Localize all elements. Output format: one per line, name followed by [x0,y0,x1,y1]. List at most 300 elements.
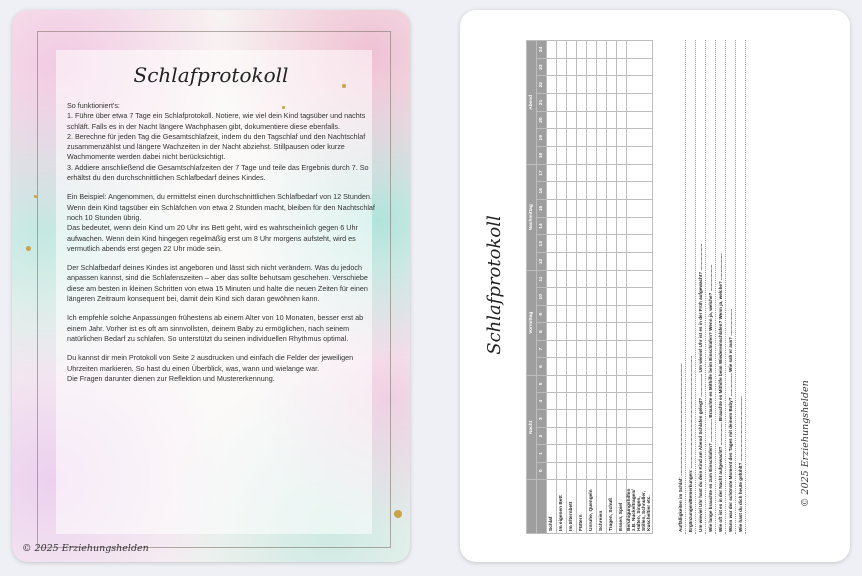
hour-cell[interactable] [557,235,567,253]
hour-header: 23 [537,58,547,76]
hour-cell[interactable] [607,410,617,427]
hour-cell[interactable] [627,41,653,59]
hour-cell[interactable] [587,235,597,253]
paragraph-how-it-works: So funktioniert's: 1. Führe über etwa 7 Tage ein Schlafprotokoll. Notiere, wie viel dein Kind tagsüber und nachts schläft. Falls es in der Nacht längere Wachphasen gibt, dokumentiere diese ebenfalls. 2. Berechne für jeden Tag die Gesamtschlafzeit, indem du den Tagschlaf und den Nachtschlaf zusammenzählst und längere Wachzeiten in der Nacht abziehst. Stillpausen oder kurze Wachmomente werden dabei nicht berücksichtigt. 3. Addiere anschließend die Gesamtschlafzeiten der 7 Tage und teile das Ergebnis durch 7. So erhältst du den durchschnittlichen Schlafbedarf deines Kindes. [67,101,369,183]
hour-cell[interactable] [587,41,597,59]
hour-cell[interactable] [547,306,557,323]
hour-cell[interactable] [617,147,627,165]
hour-cell[interactable] [587,76,597,94]
hour-header: 17 [537,164,547,182]
hour-header-corner [537,480,547,534]
log-row [567,41,577,534]
hour-cell[interactable] [577,375,587,392]
hour-cell[interactable] [587,375,597,392]
hour-cell[interactable] [617,76,627,94]
page-title: Schlafprotokoll [133,63,289,87]
hour-cell[interactable] [627,147,653,165]
hour-cell[interactable] [547,445,557,462]
hour-cell[interactable] [627,393,653,410]
hour-cell[interactable] [557,76,567,94]
hour-cell[interactable] [617,129,627,147]
hour-cell[interactable] [627,164,653,182]
hour-cell[interactable] [597,410,607,427]
hour-cell[interactable] [587,393,597,410]
log-row [587,41,597,534]
hour-cell[interactable] [547,410,557,427]
hour-cell[interactable] [567,358,577,375]
hour-cell[interactable] [627,358,653,375]
hour-cell[interactable] [597,217,607,235]
hour-cell[interactable] [627,200,653,218]
hour-cell[interactable] [607,270,617,288]
hour-cell[interactable] [587,58,597,76]
protocol-title-rotated: Schlafprotokoll [484,215,505,355]
hour-cell[interactable] [557,323,567,340]
hour-cell[interactable] [607,94,617,112]
hour-cell[interactable] [597,358,607,375]
hour-cell[interactable] [607,182,617,200]
time-group-label: Nacht [527,375,537,479]
hour-cell[interactable] [617,200,627,218]
hour-cell[interactable] [597,164,607,182]
paragraph-sleep-need: Der Schlafbedarf deines Kindes ist angeboren und lässt sich nicht verändern. Was du jedoch anpassen kannst, sind die Schlafenszeiten – aber das sollte behutsam geschehen. Verschiebe diese am besten in kleinen Schritten von etwa 15 Minuten und halte die neuen Zeiten für einen längeren Zeitraum konsequent bei, damit dein Kind sich daran gewöhnen kann. [67,263,368,304]
hour-cell[interactable] [617,393,627,410]
hour-cell[interactable] [557,462,567,479]
hour-cell[interactable] [607,164,617,182]
row-label: Essen, Spiel [617,480,627,534]
hour-cell[interactable] [607,217,617,235]
row-label: Füttern [577,480,587,534]
hour-cell[interactable] [597,41,607,59]
hour-cell[interactable] [557,147,567,165]
hour-cell[interactable] [607,393,617,410]
hour-cell[interactable] [557,306,567,323]
hour-cell[interactable] [617,410,627,427]
hour-cell[interactable] [557,164,567,182]
hour-cell[interactable] [587,270,597,288]
hour-cell[interactable] [607,58,617,76]
hour-cell[interactable] [577,288,587,306]
hour-cell[interactable] [547,253,557,271]
paragraph-print-hint: Du kannst dir mein Protokoll von Seite 2 ausdrucken und einfach die Felder der jeweiligen Uhrzeiten markieren. So hast du einen Überblick, was, wann und wielange war. Die Fragen darunter dienen zur Reflektion und Mustererkennung. [67,353,354,383]
hour-cell[interactable] [627,410,653,427]
hour-header: 18 [537,147,547,165]
hour-cell[interactable] [567,217,577,235]
hour-cell[interactable] [617,270,627,288]
hour-cell[interactable] [547,111,557,129]
hour-cell[interactable] [597,427,607,444]
hour-header: 1 [537,445,547,462]
question-line: Wann war der schönste Moment des Tages mit deinem Baby? .................. Wie sah er aus? ..................... [726,40,736,534]
hour-cell[interactable] [607,375,617,392]
hour-cell[interactable] [557,375,567,392]
hour-cell[interactable] [627,323,653,340]
hour-cell[interactable] [557,41,567,59]
hour-cell[interactable] [577,462,587,479]
hour-cell[interactable] [597,147,607,165]
hour-cell[interactable] [577,111,587,129]
hour-cell[interactable] [567,410,577,427]
hour-cell[interactable] [547,217,557,235]
hour-cell[interactable] [627,253,653,271]
hour-cell[interactable] [577,164,587,182]
hour-header: 7 [537,340,547,357]
hour-cell[interactable] [577,58,587,76]
log-row [617,41,627,534]
time-group-label: Nachmittag [527,164,537,270]
hour-cell[interactable] [567,393,577,410]
hour-cell[interactable] [577,182,587,200]
hour-cell[interactable] [577,41,587,59]
row-label: Schreien [597,480,607,534]
hour-cell[interactable] [577,147,587,165]
hour-cell[interactable] [547,129,557,147]
hour-cell[interactable] [597,182,607,200]
hour-cell[interactable] [577,306,587,323]
hour-cell[interactable] [587,462,597,479]
hour-cell[interactable] [597,76,607,94]
log-row [557,41,567,534]
hour-cell[interactable] [557,129,567,147]
hour-cell[interactable] [557,288,567,306]
hour-cell[interactable] [597,111,607,129]
hour-cell[interactable] [627,182,653,200]
hour-cell[interactable] [627,462,653,479]
hour-cell[interactable] [567,182,577,200]
hour-cell[interactable] [577,445,587,462]
hour-cell[interactable] [617,323,627,340]
hour-header: 21 [537,94,547,112]
hour-cell[interactable] [627,58,653,76]
hour-cell[interactable] [567,129,577,147]
hour-cell[interactable] [607,253,617,271]
question-line: Auffälligkeiten im Schlaf: ........................................................................................ [676,40,686,534]
row-label: Tragen, Schuß [607,480,617,534]
hour-cell[interactable] [617,164,627,182]
hour-cell[interactable] [627,76,653,94]
hour-cell[interactable] [557,427,567,444]
log-row [597,41,607,534]
hour-cell[interactable] [607,462,617,479]
hour-cell[interactable] [547,76,557,94]
hour-cell[interactable] [577,427,587,444]
hour-cell[interactable] [587,200,597,218]
hour-cell[interactable] [627,288,653,306]
hour-cell[interactable] [597,253,607,271]
row-label: Im Elternbett [567,480,577,534]
hour-cell[interactable] [617,253,627,271]
hour-cell[interactable] [597,462,607,479]
hour-cell[interactable] [567,94,577,112]
hour-cell[interactable] [617,340,627,357]
hour-cell[interactable] [547,375,557,392]
hour-cell[interactable] [587,253,597,271]
hour-cell[interactable] [577,200,587,218]
hour-cell[interactable] [607,427,617,444]
hour-cell[interactable] [607,340,617,357]
hour-cell[interactable] [617,235,627,253]
hour-cell[interactable] [557,393,567,410]
hour-cell[interactable] [567,270,577,288]
hour-cell[interactable] [597,306,607,323]
gold-dot [34,195,37,198]
hour-cell[interactable] [557,217,567,235]
hour-cell[interactable] [607,358,617,375]
paragraph-example: Ein Beispiel: Angenommen, du ermittelst einen durchschnittlichen Schlafbedarf von 12 Stunden. Wenn dein Kind tagsüber ein Schläfchen von etwa 2 Stunden macht, bleiben für den Nachtschlaf noch 10 Stunden übrig. Das bedeutet, wenn dein Kind um 20 Uhr ins Bett geht, wird es wahrscheinlich gegen 6 Uhr aufwachen. Wenn dein Kind hingegen regelmäßig erst um 8 Uhr morgens aufsteht, wird es vermutlich abends erst gegen 22 Uhr müde sein. [67,192,375,253]
log-row [607,41,617,534]
hour-cell[interactable] [617,445,627,462]
hour-cell[interactable] [557,340,567,357]
hour-header-row [537,41,547,534]
hour-cell[interactable] [617,94,627,112]
hour-cell[interactable] [567,111,577,129]
row-label: Beruhigungshilfen z.B. Nuckeltragen/ Halten, Singen, Stillen, Schnuller, Kuscheltier etc. [627,480,653,534]
hour-cell[interactable] [577,76,587,94]
hour-cell[interactable] [617,182,627,200]
hour-cell[interactable] [607,288,617,306]
hour-cell[interactable] [597,340,607,357]
hour-cell[interactable] [587,111,597,129]
hour-cell[interactable] [577,235,587,253]
time-group-corner [527,480,537,534]
hour-cell[interactable] [547,270,557,288]
sleep-log-table [526,40,653,534]
copyright-text-rotated: © 2025 Erziehungshelden [800,380,811,507]
hour-cell[interactable] [547,288,557,306]
hour-cell[interactable] [547,182,557,200]
hour-cell[interactable] [557,445,567,462]
question-line: Um wieviel Uhr hast du dein Kind am Abend Schlafen gelegt? .................. Um wieviel Uhr ist es in der Früh aufgewacht? ..................... [696,40,706,534]
hour-cell[interactable] [617,306,627,323]
hour-cell[interactable] [557,111,567,129]
hour-cell[interactable] [567,58,577,76]
hour-cell[interactable] [627,111,653,129]
hour-header: 24 [537,41,547,59]
hour-cell[interactable] [547,235,557,253]
hour-cell[interactable] [617,462,627,479]
hour-cell[interactable] [547,164,557,182]
hour-cell[interactable] [587,358,597,375]
hour-cell[interactable] [547,462,557,479]
hour-cell[interactable] [617,427,627,444]
hour-cell[interactable] [627,427,653,444]
hour-cell[interactable] [597,288,607,306]
log-row [627,41,653,534]
hour-cell[interactable] [567,427,577,444]
question-line: Ergänzungen/Bemerkungen: ........................................................................................ [686,40,696,534]
hour-cell[interactable] [627,375,653,392]
page-1-thumbnail[interactable] [12,10,410,562]
log-row [547,41,557,534]
hour-cell[interactable] [557,270,567,288]
hour-cell[interactable] [607,111,617,129]
hour-header: 4 [537,393,547,410]
hour-cell[interactable] [597,393,607,410]
hour-cell[interactable] [597,375,607,392]
hour-header: 15 [537,200,547,218]
hour-cell[interactable] [627,340,653,357]
instructions-text [67,101,375,393]
hour-cell[interactable] [607,76,617,94]
hour-cell[interactable] [547,427,557,444]
hour-cell[interactable] [577,253,587,271]
hour-cell[interactable] [617,41,627,59]
hour-cell[interactable] [587,323,597,340]
hour-cell[interactable] [547,340,557,357]
time-group-row [527,41,537,534]
time-group-label: Vormittag [527,270,537,375]
gold-dot [394,510,402,518]
reflection-questions [676,40,746,534]
hour-cell[interactable] [617,375,627,392]
hour-header: 0 [537,462,547,479]
hour-cell[interactable] [607,41,617,59]
hour-cell[interactable] [617,217,627,235]
hour-cell[interactable] [567,323,577,340]
hour-cell[interactable] [587,94,597,112]
row-label: Schlaf [547,480,557,534]
hour-cell[interactable] [587,129,597,147]
hour-header: 8 [537,323,547,340]
hour-cell[interactable] [597,58,607,76]
hour-cell[interactable] [567,164,577,182]
hour-cell[interactable] [617,288,627,306]
hour-cell[interactable] [597,270,607,288]
hour-cell[interactable] [567,41,577,59]
hour-header: 6 [537,358,547,375]
hour-cell[interactable] [557,253,567,271]
hour-cell[interactable] [587,164,597,182]
hour-cell[interactable] [597,445,607,462]
hour-cell[interactable] [557,58,567,76]
hour-header: 11 [537,270,547,288]
hour-cell[interactable] [577,393,587,410]
hour-header: 10 [537,288,547,306]
hour-cell[interactable] [587,427,597,444]
hour-cell[interactable] [567,288,577,306]
hour-cell[interactable] [567,200,577,218]
hour-cell[interactable] [587,445,597,462]
hour-header: 22 [537,76,547,94]
hour-cell[interactable] [567,445,577,462]
hour-header: 3 [537,410,547,427]
hour-cell[interactable] [627,445,653,462]
hour-cell[interactable] [627,94,653,112]
hour-cell[interactable] [547,41,557,59]
hour-cell[interactable] [557,200,567,218]
hour-header: 13 [537,235,547,253]
hour-header: 14 [537,217,547,235]
hour-cell[interactable] [577,270,587,288]
hour-cell[interactable] [567,253,577,271]
hour-cell[interactable] [587,288,597,306]
hour-cell[interactable] [547,200,557,218]
hour-cell[interactable] [597,323,607,340]
question-line: Wie hast du dich heute gefühlt? ................................................... [736,40,746,534]
hour-cell[interactable] [597,200,607,218]
hour-cell[interactable] [617,111,627,129]
hour-cell[interactable] [617,58,627,76]
hour-cell[interactable] [567,375,577,392]
hour-cell[interactable] [557,182,567,200]
hour-cell[interactable] [627,270,653,288]
hour-cell[interactable] [627,235,653,253]
hour-cell[interactable] [547,94,557,112]
hour-cell[interactable] [567,340,577,357]
hour-cell[interactable] [547,358,557,375]
hour-cell[interactable] [597,129,607,147]
hour-cell[interactable] [547,147,557,165]
hour-cell[interactable] [577,358,587,375]
row-label: Im eigenen Bett [557,480,567,534]
log-row [577,41,587,534]
hour-cell[interactable] [627,306,653,323]
hour-cell[interactable] [607,129,617,147]
hour-header: 20 [537,111,547,129]
log-body [547,41,653,534]
hour-cell[interactable] [557,410,567,427]
hour-cell[interactable] [617,358,627,375]
hour-cell[interactable] [547,58,557,76]
hour-cell[interactable] [557,94,567,112]
hour-cell[interactable] [567,76,577,94]
hour-header: 5 [537,375,547,392]
hour-cell[interactable] [587,410,597,427]
hour-cell[interactable] [547,323,557,340]
hour-header: 16 [537,182,547,200]
hour-cell[interactable] [587,340,597,357]
hour-header: 19 [537,129,547,147]
hour-cell[interactable] [607,445,617,462]
hour-cell[interactable] [567,147,577,165]
hour-cell[interactable] [587,182,597,200]
question-line: Wie oft ist es in der Nacht aufgewacht? .................. Brauchte es Mithilfe beim Wiedereinschlafen? Wenn ja, welche? ..................... [716,40,726,534]
hour-cell[interactable] [577,217,587,235]
hour-cell[interactable] [627,217,653,235]
paragraph-recommendation: Ich empfehle solche Anpassungen frühestens ab einem Alter von 10 Monaten, besser erst ab einem Jahr. Vorher ist es oft am sinnvollsten, deinem Baby zu ermöglichen, nach seinem natürlichen Bedarf zu schlafen. So unterstützt du seinen individuellen Rhythmus optimal. [67,313,364,343]
hour-cell[interactable] [627,129,653,147]
hour-cell[interactable] [607,200,617,218]
hour-cell[interactable] [577,323,587,340]
hour-header: 12 [537,253,547,271]
hour-cell[interactable] [567,462,577,479]
sleep-protocol-sheet [526,40,754,534]
hour-cell[interactable] [587,217,597,235]
hour-cell[interactable] [607,147,617,165]
hour-cell[interactable] [597,235,607,253]
hour-cell[interactable] [577,94,587,112]
hour-cell[interactable] [577,129,587,147]
hour-cell[interactable] [587,147,597,165]
hour-cell[interactable] [567,235,577,253]
hour-cell[interactable] [577,340,587,357]
hour-cell[interactable] [587,306,597,323]
gold-dot [26,246,31,251]
hour-cell[interactable] [607,235,617,253]
hour-cell[interactable] [607,306,617,323]
hour-header: 9 [537,306,547,323]
hour-cell[interactable] [607,323,617,340]
question-line: Wie lange brauchte es zum Einschlafen? .................. Brauchte es Mithilfe beim Einschlafen? Wenn ja, welche? ..................... [706,40,716,534]
hour-cell[interactable] [577,410,587,427]
hour-cell[interactable] [567,306,577,323]
row-label: Unruhe, Quengeln [587,480,597,534]
hour-cell[interactable] [557,358,567,375]
time-group-label: Abend [527,41,537,165]
hour-cell[interactable] [547,393,557,410]
copyright-text: © 2025 Erziehungshelden [22,543,149,554]
hour-cell[interactable] [597,94,607,112]
